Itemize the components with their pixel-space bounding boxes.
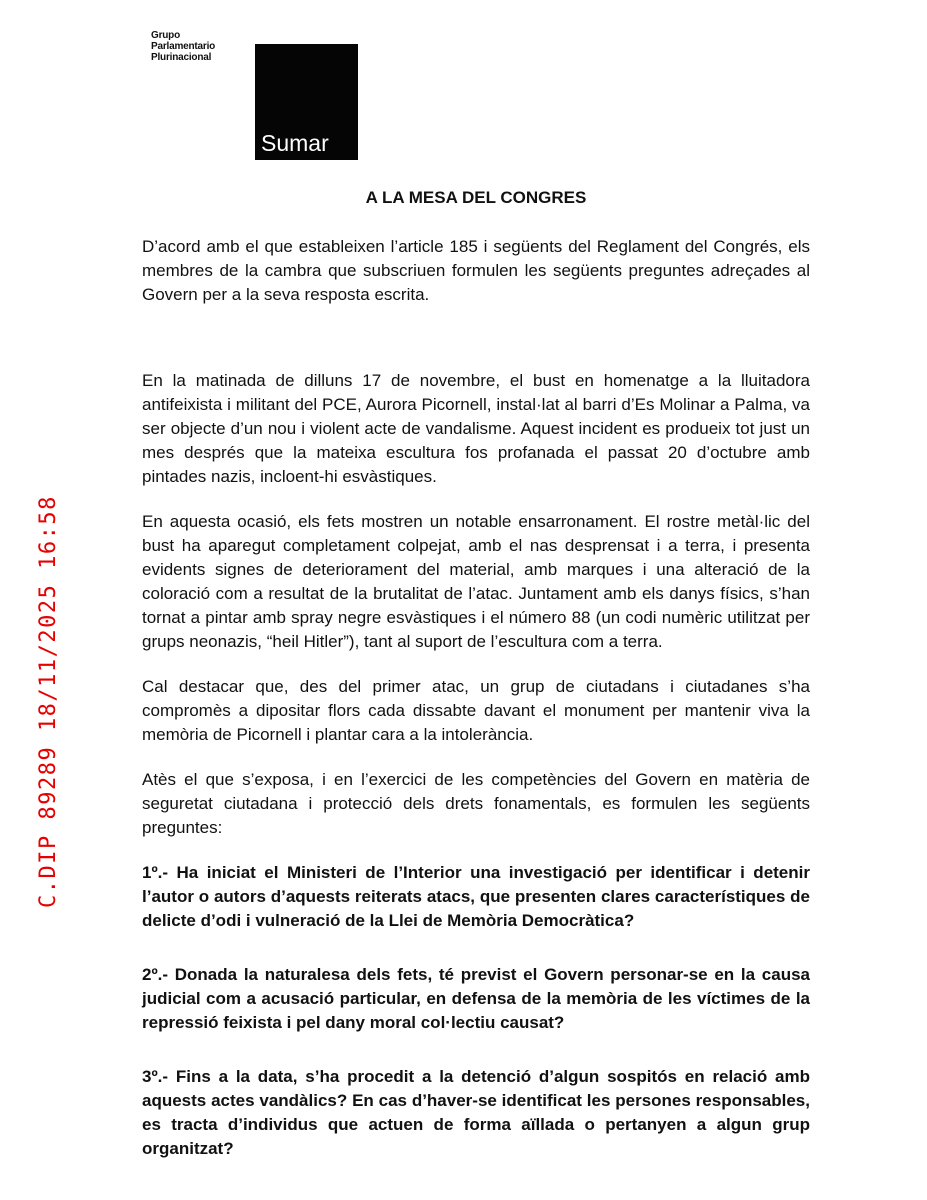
- party-logo: [151, 30, 361, 156]
- logo-line-parlamentario: Parlamentario: [151, 41, 216, 52]
- question-1: 1º.- Ha iniciat el Ministeri de l’Interior una investigació per identificar i detenir l’autor o autors d’aquests reiterats atacs, que presenten clares característiques de delicte d’odi i vulneració de la Llei de Memòria Democràtica?: [142, 863, 810, 930]
- document-body: [142, 186, 810, 1161]
- body-paragraph-1: En la matinada de dilluns 17 de novembre, el bust en homenatge a la lluitadora antifeixista i militant del PCE, Aurora Picornell, instal·lat al barri d’Es Molinar a Palma, va ser objecte d’un nou i violent acte de vandalisme. Aquest incident es produeix tot just un mes després que la mateixa escultura fos profanada el passat 20 d’octubre amb pintades nazis, incloent-hi esvàstiques.: [142, 371, 810, 486]
- question-3: 3º.- Fins a la data, s’ha procedit a la detenció d’algun sospitós en relació amb aquests actes vandàlics? En cas d’haver-se identificat les persones responsables, es tracta d’individus que actuen de forma aïllada o pertanyen a algun grup organitzat?: [142, 1067, 810, 1158]
- document-heading: A LA MESA DEL CONGRES: [365, 188, 587, 207]
- body-paragraph-2: En aquesta ocasió, els fets mostren un notable ensarronament. El rostre metàl·lic del bust ha aparegut completament colpejat, amb el nas desprensat i a terra, i presenta evidents signes de deteriorament del material, amb marques i una alteració de la coloració com a resultat de la brutalitat de l’atac. Juntament amb els danys físics, s’han tornat a pintar amb spray negre esvàstiques i el número 88 (un codi numèric utilitzat per grups neonazis, “heil Hitler”), tant al suport de l’escultura com a terra.: [142, 512, 810, 651]
- registry-stamp: C.DIP 89289 18/11/2025 16:58: [36, 495, 61, 908]
- logo-line-grupo: Grupo: [151, 30, 180, 41]
- logo-line-plurinacional: Plurinacional: [151, 52, 212, 63]
- intro-paragraph: D’acord amb el que estableixen l’article 185 i següents del Reglament del Congrés, els membres de la cambra que subscriuen formulen les següents preguntes adreçades al Govern per a la seva resposta escrita.: [142, 237, 810, 304]
- body-paragraph-4: Atès el que s’exposa, i en l’exercici de les competències del Govern en matèria de seguretat ciutadana i protecció dels drets fonamentals, es formulen les següents preguntes:: [142, 770, 810, 837]
- logo-brand-box: [255, 44, 358, 160]
- logo-group-name: [151, 30, 255, 63]
- question-2: 2º.- Donada la naturalesa dels fets, té previst el Govern personar-se en la causa judicial com a acusació particular, en defensa de la memòria de les víctimes de la repressió feixista i pel dany moral col·lectiu causat?: [142, 965, 810, 1032]
- logo-brand-text: Sumar: [261, 130, 329, 156]
- body-paragraph-3: Cal destacar que, des del primer atac, un grup de ciutadans i ciutadanes s’ha compromès a dipositar flors cada dissabte davant el monument per mantenir viva la memòria de Picornell i plantar cara a la intolerància.: [142, 677, 810, 744]
